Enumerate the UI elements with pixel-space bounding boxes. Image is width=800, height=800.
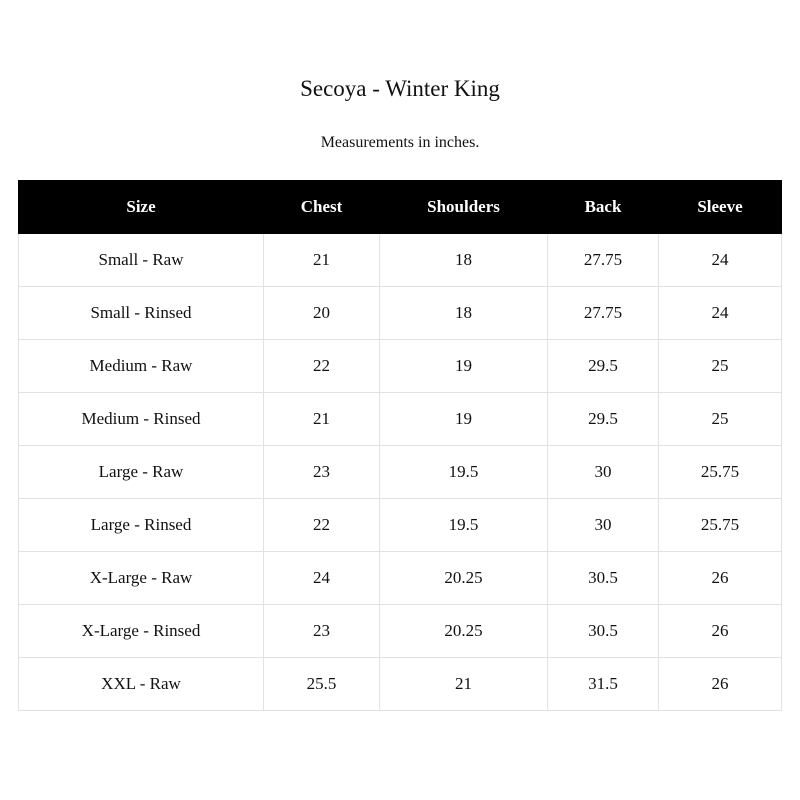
table-row (19, 287, 782, 340)
cell-sleeve: 25 (659, 393, 782, 446)
cell-sleeve: 26 (659, 605, 782, 658)
table-row (19, 446, 782, 499)
header-sleeve: Sleeve (659, 181, 782, 234)
cell-shoulders: 20.25 (380, 605, 548, 658)
cell-size: Small - Rinsed (19, 287, 264, 340)
cell-back: 27.75 (548, 287, 659, 340)
cell-chest: 22 (264, 499, 380, 552)
cell-sleeve: 25 (659, 340, 782, 393)
cell-size: Small - Raw (19, 234, 264, 287)
table-row (19, 658, 782, 711)
cell-shoulders: 18 (380, 287, 548, 340)
table-row (19, 234, 782, 287)
cell-shoulders: 20.25 (380, 552, 548, 605)
cell-shoulders: 21 (380, 658, 548, 711)
cell-back: 31.5 (548, 658, 659, 711)
cell-chest: 23 (264, 605, 380, 658)
table-row (19, 393, 782, 446)
cell-size: Large - Raw (19, 446, 264, 499)
cell-back: 27.75 (548, 234, 659, 287)
table-row (19, 340, 782, 393)
cell-sleeve: 25.75 (659, 499, 782, 552)
cell-back: 29.5 (548, 393, 659, 446)
table-row (19, 605, 782, 658)
size-chart-table (18, 180, 782, 711)
cell-size: Medium - Rinsed (19, 393, 264, 446)
cell-shoulders: 19.5 (380, 446, 548, 499)
cell-chest: 24 (264, 552, 380, 605)
cell-chest: 21 (264, 234, 380, 287)
table-header-row (19, 181, 782, 234)
cell-size: X-Large - Raw (19, 552, 264, 605)
cell-sleeve: 25.75 (659, 446, 782, 499)
cell-shoulders: 19 (380, 393, 548, 446)
cell-sleeve: 24 (659, 234, 782, 287)
cell-size: X-Large - Rinsed (19, 605, 264, 658)
table-row (19, 499, 782, 552)
cell-size: Medium - Raw (19, 340, 264, 393)
cell-size: Large - Rinsed (19, 499, 264, 552)
cell-shoulders: 18 (380, 234, 548, 287)
cell-chest: 21 (264, 393, 380, 446)
cell-chest: 25.5 (264, 658, 380, 711)
cell-sleeve: 26 (659, 658, 782, 711)
page-title: Secoya - Winter King (300, 76, 500, 101)
cell-back: 30.5 (548, 552, 659, 605)
header-size: Size (19, 181, 264, 234)
cell-chest: 23 (264, 446, 380, 499)
cell-chest: 22 (264, 340, 380, 393)
page-subtitle: Measurements in inches. (320, 134, 480, 151)
cell-sleeve: 26 (659, 552, 782, 605)
cell-chest: 20 (264, 287, 380, 340)
cell-sleeve: 24 (659, 287, 782, 340)
cell-back: 30.5 (548, 605, 659, 658)
header-chest: Chest (264, 181, 380, 234)
cell-back: 30 (548, 499, 659, 552)
cell-back: 29.5 (548, 340, 659, 393)
table-row (19, 552, 782, 605)
cell-back: 30 (548, 446, 659, 499)
header-shoulders: Shoulders (380, 181, 548, 234)
header-back: Back (548, 181, 659, 234)
cell-shoulders: 19 (380, 340, 548, 393)
cell-shoulders: 19.5 (380, 499, 548, 552)
cell-size: XXL - Raw (19, 658, 264, 711)
